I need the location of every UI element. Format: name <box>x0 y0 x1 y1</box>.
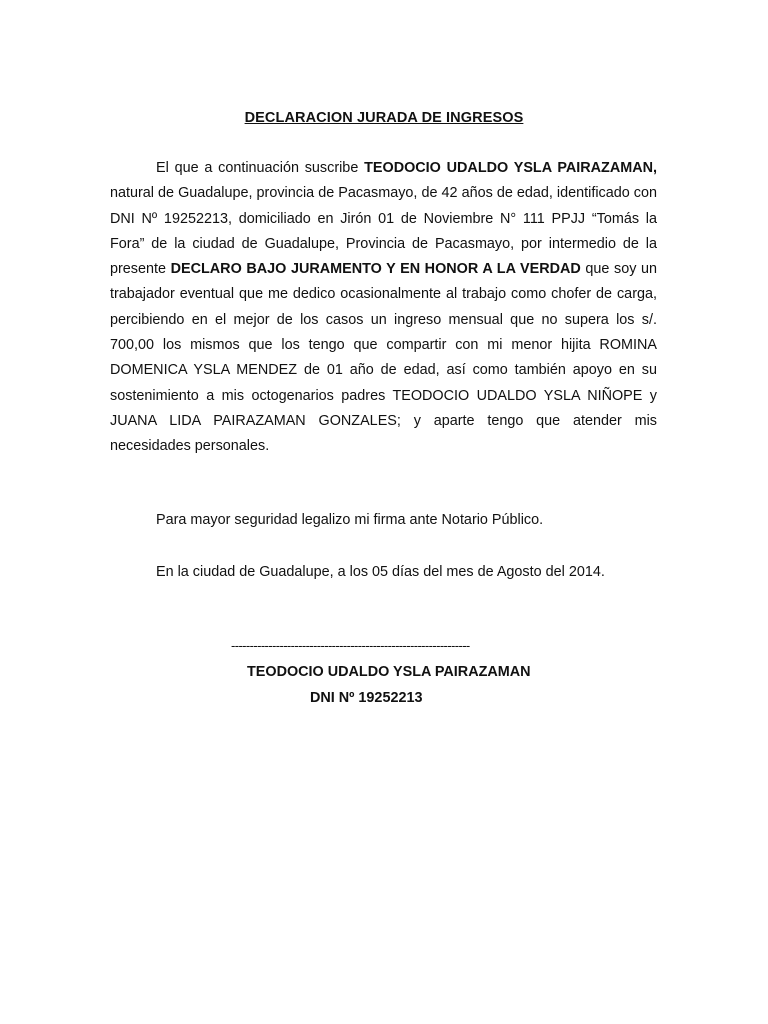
signature-dni: DNI Nº 19252213 <box>310 690 423 706</box>
signature-line: ---------------------------------------------------------------- <box>231 638 470 653</box>
body-text-3: que soy un trabajador eventual que me dedico ocasionalmente al trabajo como chofer de carga, percibiendo en el mejor de los casos un ingreso mensual que no supera los s/. 700,00 los mismos que los tengo que compartir con mi menor hijita ROMINA DOMENICA YSLA MENDEZ de 01 año de edad, así como también apoyo en su sostenimiento a mis octogenarios padres TEODOCIO UDALDO YSLA NIÑOPE y JUANA LIDA PAIRAZAMAN GONZALES; y aparte tengo que atender mis necesidades personales. <box>110 261 658 455</box>
declaration-body <box>110 156 657 460</box>
oath-statement: DECLARO BAJO JURAMENTO Y EN HONOR A LA VERDAD <box>170 261 581 278</box>
declarant-name: TEODOCIO UDALDO YSLA PAIRAZAMAN, <box>364 160 657 176</box>
body-text-2: natural de Guadalupe, provincia de Pacasmayo, de 42 años de edad, identificado con DNI Nº 19252213, domiciliado en Jirón 01 de Noviembre N° 111 PPJJ “Tomás la Fora” de la ciudad de Guadalupe, Provincia de Pacasmayo, por intermedio de la presente <box>110 185 657 278</box>
document-title: DECLARACION JURADA DE INGRESOS <box>244 110 524 126</box>
body-text-1: El que a continuación suscribe <box>156 160 365 176</box>
signature-name: TEODOCIO UDALDO YSLA PAIRAZAMAN <box>247 664 531 680</box>
date-paragraph: En la ciudad de Guadalupe, a los 05 días del mes de Agosto del 2014. <box>156 564 605 580</box>
notary-paragraph: Para mayor seguridad legalizo mi firma ante Notario Público. <box>156 512 544 528</box>
